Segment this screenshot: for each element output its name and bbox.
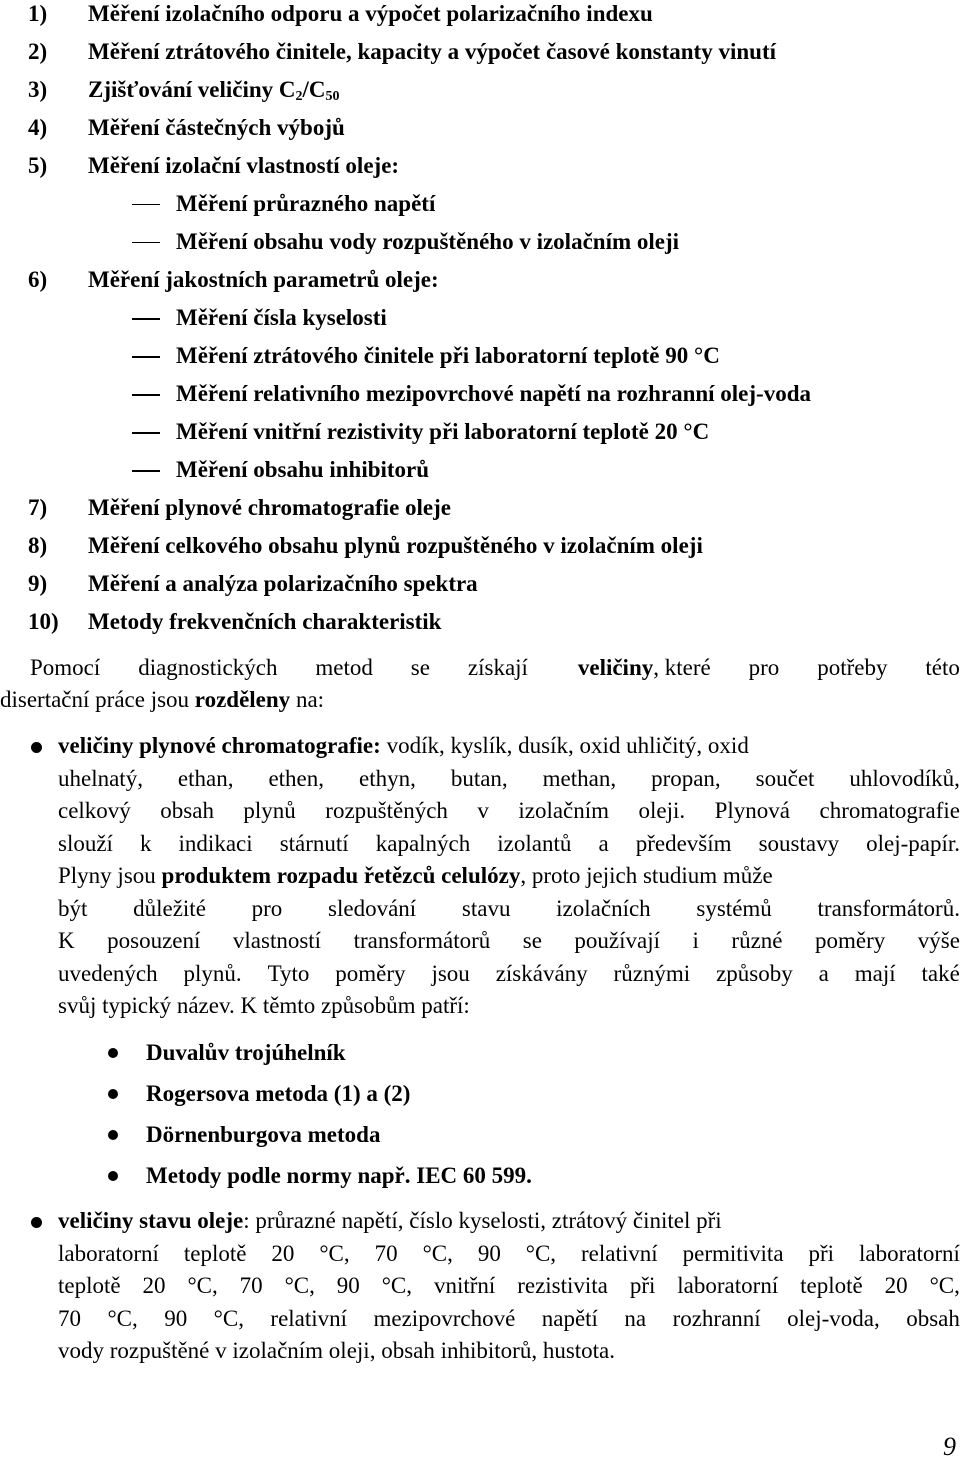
dash-marker [132,394,160,396]
item-number: 7) [28,495,48,520]
item-number: 10) [28,609,59,634]
item-text: Měření izolační vlastností oleje: [88,153,400,178]
bullet-icon [108,1089,118,1099]
item-text: Měření plynové chromatografie oleje [88,495,451,520]
item-number: 2) [28,39,48,64]
item-number: 3) [28,77,48,102]
item-text: Měření jakostních parametrů oleje: [88,267,439,292]
item-text: Měření izolačního odporu a výpočet polarizačního indexu [88,1,653,26]
dash-marker [132,356,160,358]
item-number: 6) [28,267,48,292]
item-text: Zjišťování veličiny $C_2/C_{50}$ [88,77,340,104]
dash-marker [132,318,160,320]
bullet-icon [108,1130,118,1140]
item-number: 5) [28,153,48,178]
dash-marker [132,242,160,243]
intro-line-2: disertační práce jsou rozděleny na: [0,687,325,712]
page-number: 9 [943,1432,956,1461]
item-number: 9) [28,571,48,596]
item-text: Měření a analýza polarizačního spektra [88,571,478,596]
dash-marker [132,470,160,472]
intro-line-1: Pomocí diagnostických metod se získají veličiny, které pro potřeby této [30,655,960,680]
item-number: 8) [28,533,48,558]
document-page: 1) Měření izolačního odporu a výpočet polarizačního indexu 2) Měření ztrátového činitele, kapacity a výpočet časové konstanty vinutí 3) Zjišťování veličiny $C_2/C_{50}$ 4) Měření částečných výbojů 5) Měření izolační vlastností oleje: Měření průrazného napětí Měření obsahu vody rozpuštěného v izolačním oleji 6) Měření jakostních parametrů oleje: Měření čísla kyselosti Měření ztrátového činitele při laboratorní teplotě 90 °C Měření relativního mezipovrchové napětí na rozhranní olej-voda Měření vnitřní rezistivity při laboratorní teplotě 20 °C Měření obsahu inhibitorů 7) Měření plynové chromatografie oleje 8) Měření celkového obsahu plynů rozpuštěného v izolačním oleji 9) Měření a analýza polarizačního spektra 10) Metody frekvenčních charakteristik Pomocí diagnostických metod se získají veličiny, které pro potřeby této disertační práce jsou rozděleny na: veličiny plynové chromatografie: vodík, kyslík, dusík, oxid uhličitý, oxid uhelnatý, ethan, ethen, ethyn, butan, methan, propan, součet uhlovodíků, celkový obsah plynů rozpuštěných v izolačním oleji. Plynová chromatografie slouží k indikaci stárnutí kapalných izolantů a především soustavy olej-papír. Plyny jsou produktem rozpadu řetězců celulózy, proto jejich studium může být důležité pro sledování stavu izolačních systémů transformátorů. K posouzení vlastností transformátorů se používají i různé poměry výše uvedených plynů. Tyto poměry jsou získávány různými způsoby a mají také svůj typický název. K těmto způsobům patří: Duvalův trojúhelník Rogersova metoda (1) a (2) Dörnenburgova metoda Metody podle normy např. IEC 60 599. veličiny stavu oleje: průrazné napětí, číslo kyselosti, ztrátový činitel při laboratorní teplotě 20 °C, 70 °C, 90 °C, relativní permitivita při laboratorní teplotě 20 °C, 70 °C, 90 °C, vnitřní rezistivita při laboratorní teplotě 20 °C, 70 °C, 90 °C, relativní mezipovrchové napětí na rozhranní olej-voda, obsah vody rozpuštěné v izolačním oleji, obsah inhibitorů, hustota. 9 [0,1,960,1461]
bullet-icon [31,742,42,753]
item-text: Metody frekvenčních charakteristik [88,609,442,634]
dash-marker [132,204,160,205]
bullet-icon [108,1048,118,1058]
dash-marker [132,432,160,434]
item-text: Měření celkového obsahu plynů rozpuštěného v izolačním oleji [88,533,703,558]
item-text: Měření částečných výbojů [88,115,345,140]
bullet-icon [31,1217,42,1228]
item-text: Měření ztrátového činitele, kapacity a výpočet časové konstanty vinutí [88,39,776,64]
bullet-icon [108,1171,118,1181]
item-number: 4) [28,115,48,140]
item-number: 1) [28,1,48,26]
gas-chromatography-paragraph: veličiny plynové chromatografie: vodík, kyslík, dusík, oxid uhličitý, oxid uhelnatý, ethan, ethen, ethyn, butan, methan, propan, součet uhlovodíků, celkový obsah plynů rozpuštěných v izolačním oleji. Plynová chromatografie slouží k indikaci stárnutí kapalných izolantů a především soustavy olej-papír. Plyny jsou produktem rozpadu řetězců celulózy, proto jejich studium může být důležité pro sledování stavu izolačních systémů transformátorů. K posouzení vlastností transformátorů se používají i různé poměry výše uvedených plynů. Tyto poměry jsou získávány různými způsoby a mají také svůj typický název. K těmto způsobům patří: [58,733,960,1018]
intro-paragraph [0,652,960,716]
oil-condition-paragraph: veličiny stavu oleje: průrazné napětí, číslo kyselosti, ztrátový činitel při laboratorní teplotě 20 °C, 70 °C, 90 °C, relativní permitivita při laboratorní teplotě 20 °C, 70 °C, 90 °C, vnitřní rezistivita při laboratorní teplotě 20 °C, 70 °C, 90 °C, relativní mezipovrchové napětí na rozhranní olej-voda, obsah vody rozpuštěné v izolačním oleji, obsah inhibitorů, hustota. [58,1208,960,1363]
